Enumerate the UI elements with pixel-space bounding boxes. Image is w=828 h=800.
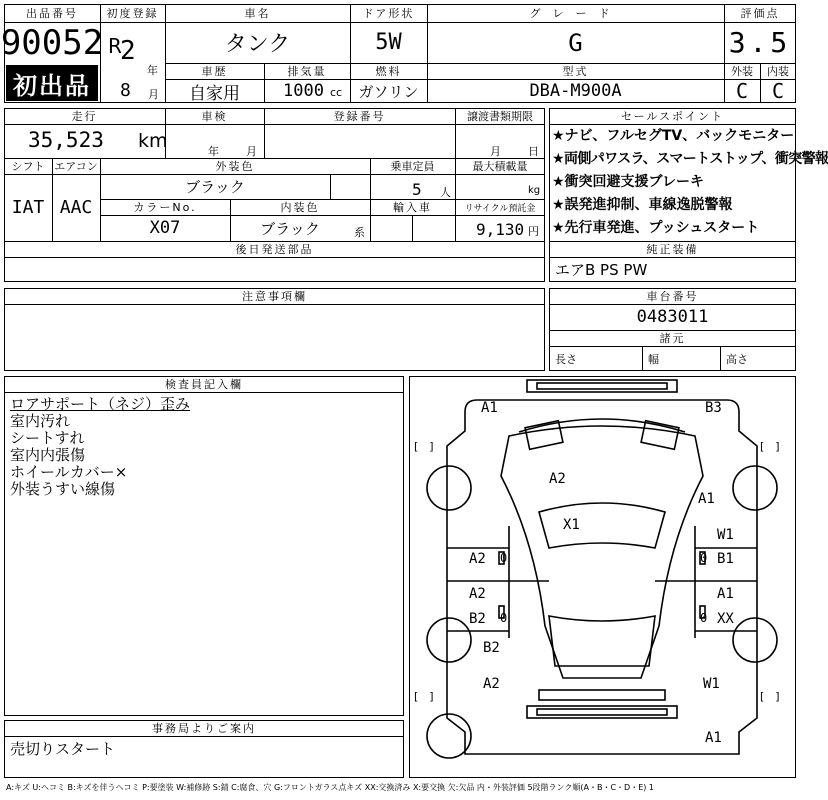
recycle-fee-label: リサイクル預託金	[464, 203, 536, 214]
max-load-unit: kg	[528, 185, 541, 196]
transfer-month-unit: 月	[490, 145, 501, 158]
sales-point: ★誤発進抑制、車線逸脱警報	[552, 197, 733, 213]
inspector-notes-label: 検査員記入欄	[165, 378, 243, 391]
legend: A:キズ U:ヘコミ B:キズを伴うヘコミ P:要塗装 W:補修跡 S:錆 C:腐食、穴 G:フロントガラス点キズ XX:交換済み X:要交換 欠:欠品 内・外装評価 5段階ランク順(A・B・C・D・E) 1	[6, 783, 655, 792]
specs-label: 諸元	[659, 332, 686, 345]
damage-mark: XX	[717, 611, 734, 627]
mileage-label: 走行	[71, 110, 98, 123]
exterior-grade: C	[735, 79, 749, 103]
transfer-day-unit: 日	[528, 145, 539, 158]
shift-label: シフト	[11, 160, 45, 173]
interior-color-label: 内装色	[280, 201, 320, 214]
shift: IAT	[11, 197, 45, 218]
color-number: X07	[149, 218, 181, 238]
seats: 5	[412, 180, 422, 199]
transfer-deadline-label: 譲渡書類期限	[467, 110, 533, 123]
length-label: 長さ	[555, 352, 577, 366]
model: DBA-M900A	[529, 81, 622, 101]
grade: G	[568, 28, 583, 57]
diagram-bracket: [ ]	[760, 690, 780, 703]
fuel-label: 燃料	[375, 65, 402, 78]
sales-point: ★ナビ、フルセグTV、バックモニター	[552, 128, 795, 144]
damage-mark: 0	[700, 611, 708, 625]
mileage: 35,523	[28, 128, 104, 152]
history: 自家用	[189, 83, 240, 104]
diagram-bracket: [ ]	[760, 440, 780, 453]
door-type-label: ドア形状	[362, 7, 415, 20]
inspector-note: シートすれ	[10, 429, 85, 447]
model-label: 型式	[562, 65, 589, 78]
lot-number: 90052	[0, 23, 104, 63]
damage-mark: A1	[717, 586, 734, 602]
interior-color: ブラック	[260, 219, 320, 238]
damage-mark: A1	[698, 491, 715, 507]
damage-mark: A1	[705, 730, 722, 746]
import-label: 輸入車	[393, 201, 432, 214]
history-label: 車歴	[201, 65, 228, 78]
damage-mark: X1	[563, 517, 580, 533]
office-message: 売切りスタート	[10, 740, 116, 758]
sales-points-list	[552, 125, 828, 240]
chassis-number: 0483011	[636, 307, 709, 327]
era-label: R	[108, 34, 122, 58]
damage-mark: A2	[549, 471, 566, 487]
inspector-note: ロアサポート（ネジ）歪み	[10, 395, 191, 413]
caution-label: 注意事項欄	[242, 290, 307, 303]
inspector-note: 室内内張傷	[10, 446, 86, 464]
aircon: AAC	[59, 197, 93, 218]
interior-label: 内装	[767, 65, 789, 78]
month-unit: 月	[148, 88, 159, 101]
height-label: 高さ	[726, 352, 748, 366]
inspection-month-unit: 月	[246, 145, 257, 158]
interior-color-unit: 系	[354, 226, 365, 239]
inspector-note: ホイールカバー×	[10, 463, 128, 481]
exterior-color-label: 外装色	[215, 160, 255, 173]
registration-year: 2	[120, 36, 136, 66]
inspector-notes	[10, 396, 190, 498]
door-type: 5W	[375, 30, 402, 55]
sales-point: ★先行車発進、プッシュスタート	[552, 220, 760, 236]
sales-point: ★衝突回避支援ブレーキ	[552, 174, 704, 190]
first-listing-badge: 初出品	[6, 65, 98, 101]
diagram-bracket: [ ]	[414, 690, 434, 703]
recycle-fee: 9,130	[476, 220, 525, 239]
fuel: ガソリン	[358, 82, 419, 101]
damage-mark: W1	[717, 527, 734, 543]
exterior-label: 外装	[731, 65, 753, 78]
car-name-label: 車名	[244, 7, 271, 20]
office-notice-label: 事務局よりご案内	[152, 722, 256, 735]
sales-points-label: セールスポイント	[620, 110, 724, 123]
damage-mark: W1	[703, 676, 720, 692]
damage-mark: A1	[481, 400, 498, 416]
damage-mark: 0	[500, 611, 508, 625]
sales-point: ★両側パワスラ、スマートストップ、衝突警報	[552, 151, 828, 167]
registration-month: 8	[120, 80, 131, 101]
car-outline-drawing	[409, 376, 796, 778]
car-name: タンク	[224, 32, 291, 57]
damage-mark: B2	[483, 640, 500, 656]
inspector-note: 室内汚れ	[10, 412, 71, 430]
damage-mark: 0	[700, 551, 708, 565]
lot-number-label: 出品番号	[26, 7, 78, 20]
damage-mark: A2	[483, 676, 500, 692]
damage-mark: A2	[469, 551, 486, 567]
grade-label: グレード	[529, 7, 622, 20]
damage-mark: A2	[469, 586, 486, 602]
damage-mark: B3	[705, 400, 722, 416]
damage-mark: 0	[500, 551, 508, 565]
score: 3.5	[728, 26, 792, 59]
aircon-label: エアコン	[54, 160, 98, 173]
diagram-bracket: [ ]	[414, 440, 434, 453]
inspector-note: 外装うすい線傷	[10, 480, 116, 498]
later-parts-label: 後日発送部品	[235, 243, 314, 256]
equipment: エアB PS PW	[555, 261, 648, 279]
score-label: 評価点	[740, 7, 780, 20]
first-registration-label: 初度登録	[106, 7, 159, 20]
chassis-number-label: 車台番号	[646, 290, 699, 303]
max-load-label: 最大積載量	[472, 160, 528, 173]
interior-grade: C	[771, 79, 785, 103]
plate-number-label: 登録番号	[333, 110, 386, 123]
year-unit: 年	[147, 64, 158, 77]
displacement: 1000	[283, 81, 324, 101]
seats-unit: 人	[440, 186, 451, 199]
exterior-color: ブラック	[185, 178, 245, 196]
damage-mark: B2	[469, 611, 486, 627]
damage-mark: B1	[717, 551, 734, 567]
color-number-label: カラーNo.	[133, 201, 197, 214]
inspection-label: 車検	[201, 110, 228, 123]
mileage-unit: km	[138, 130, 168, 152]
displacement-label: 排気量	[287, 65, 327, 78]
displacement-unit: cc	[330, 86, 343, 99]
width-label: 幅	[648, 352, 659, 366]
inspection-year-unit: 年	[208, 145, 219, 158]
equipment-label: 純正装備	[646, 243, 699, 256]
seats-label: 乗車定員	[390, 160, 435, 173]
recycle-fee-unit: 円	[528, 225, 539, 238]
